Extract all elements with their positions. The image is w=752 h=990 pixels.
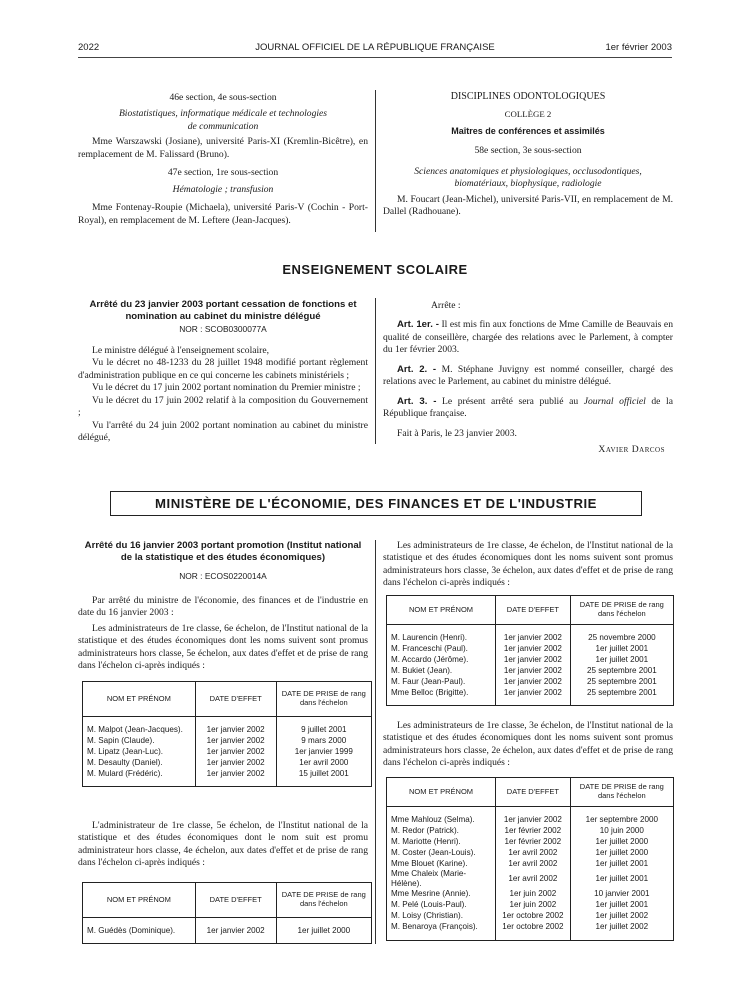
column-header: NOM ET PRÉNOM [387, 596, 496, 625]
table-spacer [387, 933, 674, 941]
appointment-text: Mme Fontenay-Roupie (Michaela), université Paris-V (Cochin - Port-Royal), en remplacement de M. Leftere (Jean-Jacques). [78, 202, 368, 226]
effective-date-cell: 1er janvier 2002 [496, 814, 571, 825]
table-row [387, 676, 674, 687]
table-row [83, 724, 372, 735]
promotion-table-3 [386, 595, 674, 706]
column-divider [375, 540, 376, 944]
table-row [387, 643, 674, 654]
effective-date-cell: 1er janvier 2002 [195, 746, 276, 757]
name-cell: M. Mariotte (Henri). [387, 836, 496, 847]
column-header: DATE DE PRISE de rang dans l'échelon [570, 778, 673, 807]
rank-date-cell: 1er juillet 2001 [595, 873, 649, 883]
effective-date-cell: 1er janvier 2002 [496, 632, 571, 643]
rank-date-cell: 25 septembre 2001 [586, 687, 657, 697]
page-number: 2022 [78, 42, 100, 53]
name-cell: M. Loisy (Christian). [387, 911, 496, 922]
table-row [387, 847, 674, 858]
rank-date-cell: 1er juillet 2001 [595, 900, 649, 910]
name-cell: M. Guédès (Dominique). [83, 925, 196, 936]
column-header: DATE DE PRISE de rang dans l'échelon [570, 596, 673, 625]
rank-date-cell: 1er juillet 2002 [595, 922, 649, 932]
visa-paragraph: Vu le décret du 17 juin 2002 portant nomination du Premier ministre ; [92, 382, 361, 394]
name-cell: M. Malpot (Jean-Jacques). [83, 724, 196, 735]
effective-date-cell: 1er janvier 2002 [195, 768, 276, 779]
section-heading: 47e section, 1re sous-section [167, 167, 279, 179]
table-row [387, 632, 674, 643]
name-cell: Mme Belloc (Brigitte). [387, 687, 496, 698]
article-text: Le présent arrêté sera publié au [442, 395, 584, 407]
table-spacer [83, 918, 372, 926]
table-spacer [83, 717, 372, 725]
table-header-row [387, 778, 674, 807]
section-subject: Hématologie ; transfusion [172, 183, 274, 195]
nor-reference: NOR : ECOS0220014A [179, 571, 267, 581]
rank-date-cell: 10 juin 2000 [599, 825, 644, 835]
table-spacer [83, 936, 372, 944]
decree-intro: Par arrêté du ministre de l'économie, des finances et de l'industrie en date du 16 janvier 2003 : [78, 594, 368, 619]
name-cell: Mme Mahlouz (Selma). [387, 814, 496, 825]
effective-date-cell: 1er avril 2002 [496, 869, 571, 889]
arrete-title: Arrêté du 16 janvier 2003 portant promotion (Institut national de la statistique et des études économiques) [84, 540, 362, 563]
rank-date-cell: 1er juillet 2002 [595, 911, 649, 921]
rank-date-cell: 9 mars 2000 [301, 735, 347, 745]
article-label: Art. 3. - [397, 395, 437, 407]
name-cell: M. Redor (Patrick). [387, 825, 496, 836]
table-row [387, 654, 674, 665]
table-row [387, 869, 674, 889]
column-divider [375, 90, 376, 232]
appointment-text: M. Foucart (Jean-Michel), université Paris-VII, en remplacement de M. Dallel (Radhouane). [383, 193, 673, 217]
article-label: Art. 2. - [397, 363, 437, 375]
rank-date-cell: 25 septembre 2001 [586, 665, 657, 675]
effective-date-cell: 1er janvier 2002 [195, 724, 276, 735]
name-cell: M. Mulard (Frédéric). [83, 768, 196, 779]
section-subject: Sciences anatomiques et physiologiques, occlusodontiques, biomatériaux, biophysique, radiologie [414, 165, 642, 190]
economie-left-column-2 [78, 820, 368, 870]
signature: Xavier Darcos [598, 444, 665, 456]
promotion-paragraph: Les administrateurs de 1re classe, 3e échelon, de l'Institut national de la statistique et des études économiques dont les noms suivent sont promus administrateurs hors classe, 2e échelon, aux dates d'effet et de prise de rang dans l'échelon ci-après indiqués : [383, 720, 673, 769]
effective-date-cell: 1er janvier 2002 [195, 925, 276, 936]
column-divider [375, 298, 376, 444]
visa-paragraph: Vu le décret no 48-1233 du 28 juillet 1948 modifié portant règlement d'administration publique en ce qui concerne les cabinets ministériels ; [78, 357, 368, 381]
header-rule [78, 57, 672, 58]
name-cell: M. Desaulty (Daniel). [83, 757, 196, 768]
journal-name: Journal officiel [583, 395, 646, 407]
column-header: NOM ET PRÉNOM [83, 883, 196, 918]
section-heading: 58e section, 3e sous-section [474, 145, 582, 157]
rank-date-cell: 10 janvier 2001 [594, 889, 650, 899]
issue-date: 1er février 2003 [605, 42, 672, 53]
column-header: DATE DE PRISE de rang dans l'échelon [276, 682, 371, 717]
effective-date-cell: 1er janvier 2002 [496, 654, 571, 665]
name-cell: Mme Blouet (Karine). [387, 858, 496, 869]
table-spacer [387, 625, 674, 633]
promotion-table-2 [82, 882, 372, 944]
effective-date-cell: 1er février 2002 [496, 836, 571, 847]
name-cell: M. Franceschi (Paul). [387, 643, 496, 654]
promotion-paragraph: Les administrateurs de 1re classe, 4e échelon, de l'Institut national de la statistique et des études économiques dont les noms suivent sont promus administrateurs hors classe, 3e échelon, aux dates d'effet et de prise de rang dans l'échelon ci-après indiqués : [383, 540, 673, 589]
table-row [387, 836, 674, 847]
rank-date-cell: 1er juillet 2001 [595, 643, 649, 653]
journal-title: JOURNAL OFFICIEL DE LA RÉPUBLIQUE FRANÇAISE [255, 42, 495, 53]
effective-date-cell: 1er juin 2002 [496, 900, 571, 911]
column-header: DATE D'EFFET [496, 596, 571, 625]
running-header [78, 42, 672, 56]
name-cell: M. Sapin (Claude). [83, 735, 196, 746]
table-row [387, 900, 674, 911]
table-row [83, 757, 372, 768]
table-spacer [387, 807, 674, 815]
table-header-row [83, 682, 372, 717]
table-row [387, 814, 674, 825]
table-row [83, 768, 372, 779]
rank-date-cell: 1er juillet 2000 [297, 925, 351, 935]
table-row [387, 858, 674, 869]
effective-date-cell: 1er janvier 2002 [496, 676, 571, 687]
column-header: DATE D'EFFET [496, 778, 571, 807]
visa-paragraph: Vu l'arrêté du 24 juin 2002 portant nomination au cabinet du ministre délégué, [78, 419, 368, 444]
table-spacer [83, 779, 372, 787]
table-row [83, 735, 372, 746]
name-cell: M. Accardo (Jérôme). [387, 654, 496, 665]
section-title-enseignement: ENSEIGNEMENT SCOLAIRE [282, 262, 468, 277]
effective-date-cell: 1er juin 2002 [496, 889, 571, 900]
enseignement-left-column [78, 299, 368, 445]
column-header: DATE DE PRISE de rang dans l'échelon [276, 883, 371, 918]
economie-right-column-2 [383, 720, 673, 770]
rank-date-cell: 1er juillet 2000 [595, 847, 649, 857]
name-cell: M. Pelé (Louis-Paul). [387, 900, 496, 911]
rank-date-cell: 25 septembre 2001 [586, 676, 657, 686]
section-subject: Biostatistiques, informatique médicale et technologies de communication [118, 108, 328, 132]
article-label: Art. 1er. - [397, 319, 439, 331]
promotion-table-1 [82, 681, 372, 787]
effective-date-cell: 1er janvier 2002 [195, 735, 276, 746]
rank-date-cell: 1er avril 2000 [299, 757, 349, 767]
place-date: Fait à Paris, le 23 janvier 2003. [397, 427, 517, 439]
name-cell: M. Bukiet (Jean). [387, 665, 496, 676]
visa-list [78, 345, 368, 445]
table-row [387, 687, 674, 698]
arrete-title: Arrêté du 23 janvier 2003 portant cessation de fonctions et nomination au cabinet du ministre délégué [89, 299, 357, 322]
name-cell: M. Benaroya (François). [387, 922, 496, 933]
nor-reference: NOR : SCOB0300077A [179, 324, 267, 334]
ministry-title-box [110, 491, 642, 516]
effective-date-cell: 1er avril 2002 [496, 858, 571, 869]
visa-paragraph: Le ministre délégué à l'enseignement scolaire, [92, 344, 270, 356]
effective-date-cell: 1er janvier 2002 [496, 665, 571, 676]
rank-date-cell: 1er juillet 2001 [595, 858, 649, 868]
name-cell: M. Lipatz (Jean-Luc). [83, 746, 196, 757]
name-cell: Mme Chaleix (Marie-Hélène). [387, 869, 496, 889]
arrete-word: Arrête : [431, 300, 461, 311]
effective-date-cell: 1er janvier 2002 [496, 643, 571, 654]
table-header-row [83, 883, 372, 918]
rank-date-cell: 1er septembre 2000 [585, 814, 659, 824]
promotion-paragraph: L'administrateur de 1re classe, 5e échelon, de l'Institut national de la statistique et des études économiques dont le nom suit est promu administrateur hors classe, 4e échelon, aux dates d'effet et de prise de rang dans l'échelon ci-après indiqués : [78, 820, 368, 869]
top-right-column [383, 90, 673, 218]
effective-date-cell: 1er octobre 2002 [496, 922, 571, 933]
effective-date-cell: 1er janvier 2002 [496, 687, 571, 698]
discipline-heading: DISCIPLINES ODONTOLOGIQUES [450, 91, 606, 102]
table-row [387, 665, 674, 676]
college-label: COLLÈGE 2 [504, 109, 552, 119]
enseignement-right-column [383, 300, 673, 457]
rank-date-cell: 1er juillet 2000 [595, 836, 649, 846]
rank-date-cell: 15 juillet 2001 [298, 768, 349, 778]
column-header: DATE D'EFFET [195, 682, 276, 717]
name-cell: M. Faur (Jean-Paul). [387, 676, 496, 687]
table-spacer [387, 698, 674, 706]
table-row [387, 922, 674, 933]
name-cell: M. Coster (Jean-Louis). [387, 847, 496, 858]
table-row [83, 746, 372, 757]
effective-date-cell: 1er octobre 2002 [496, 911, 571, 922]
article-text: de la République française. [383, 395, 673, 420]
effective-date-cell: 1er avril 2002 [496, 847, 571, 858]
table-row [387, 889, 674, 900]
effective-date-cell: 1er février 2002 [496, 825, 571, 836]
grade-label: Maîtres de conférences et assimilés [451, 126, 605, 137]
top-left-column [78, 92, 368, 227]
column-header: NOM ET PRÉNOM [387, 778, 496, 807]
economie-left-column [78, 540, 368, 673]
rank-date-cell: 1er janvier 1999 [294, 746, 353, 756]
column-header: NOM ET PRÉNOM [83, 682, 196, 717]
column-header: DATE D'EFFET [195, 883, 276, 918]
promotion-table-4 [386, 777, 674, 941]
table-row [387, 911, 674, 922]
visa-paragraph: Vu le décret du 17 juin 2002 relatif à la composition du Gouvernement ; [78, 394, 368, 419]
table-header-row [387, 596, 674, 625]
ministry-title: MINISTÈRE DE L'ÉCONOMIE, DES FINANCES ET DE L'INDUSTRIE [155, 496, 597, 511]
promotion-paragraph: Les administrateurs de 1re classe, 6e échelon, de l'Institut national de la statistique et des études économiques dont les noms suivent sont promus administrateurs hors classe, 5e échelon, aux dates d'effet et de prise de rang dans l'échelon ci-après indiqués : [78, 622, 368, 672]
appointment-text: Mme Warszawski (Josiane), université Paris-XI (Kremlin-Bicêtre), en remplacement de M. Falissard (Bruno). [78, 136, 368, 160]
section-heading: 46e section, 4e sous-section [169, 92, 277, 103]
effective-date-cell: 1er janvier 2002 [195, 757, 276, 768]
rank-date-cell: 1er juillet 2001 [595, 654, 649, 664]
table-row [83, 925, 372, 936]
economie-right-column [383, 540, 673, 590]
article-text: Il est mis fin aux fonctions de Mme Camille de Beauvais en qualité de conseillère, chargée des relations avec le Parlement, à compter du 1er février 2003. [383, 319, 673, 356]
name-cell: Mme Mesrine (Annie). [387, 889, 496, 900]
rank-date-cell: 9 juillet 2001 [301, 724, 347, 734]
name-cell: M. Laurencin (Henri). [387, 632, 496, 643]
table-row [387, 825, 674, 836]
article-text: M. Stéphane Juvigny est nommé conseiller, chargé des relations avec le Parlement, au cabinet du ministre délégué. [383, 363, 673, 388]
rank-date-cell: 25 novembre 2000 [588, 632, 656, 642]
